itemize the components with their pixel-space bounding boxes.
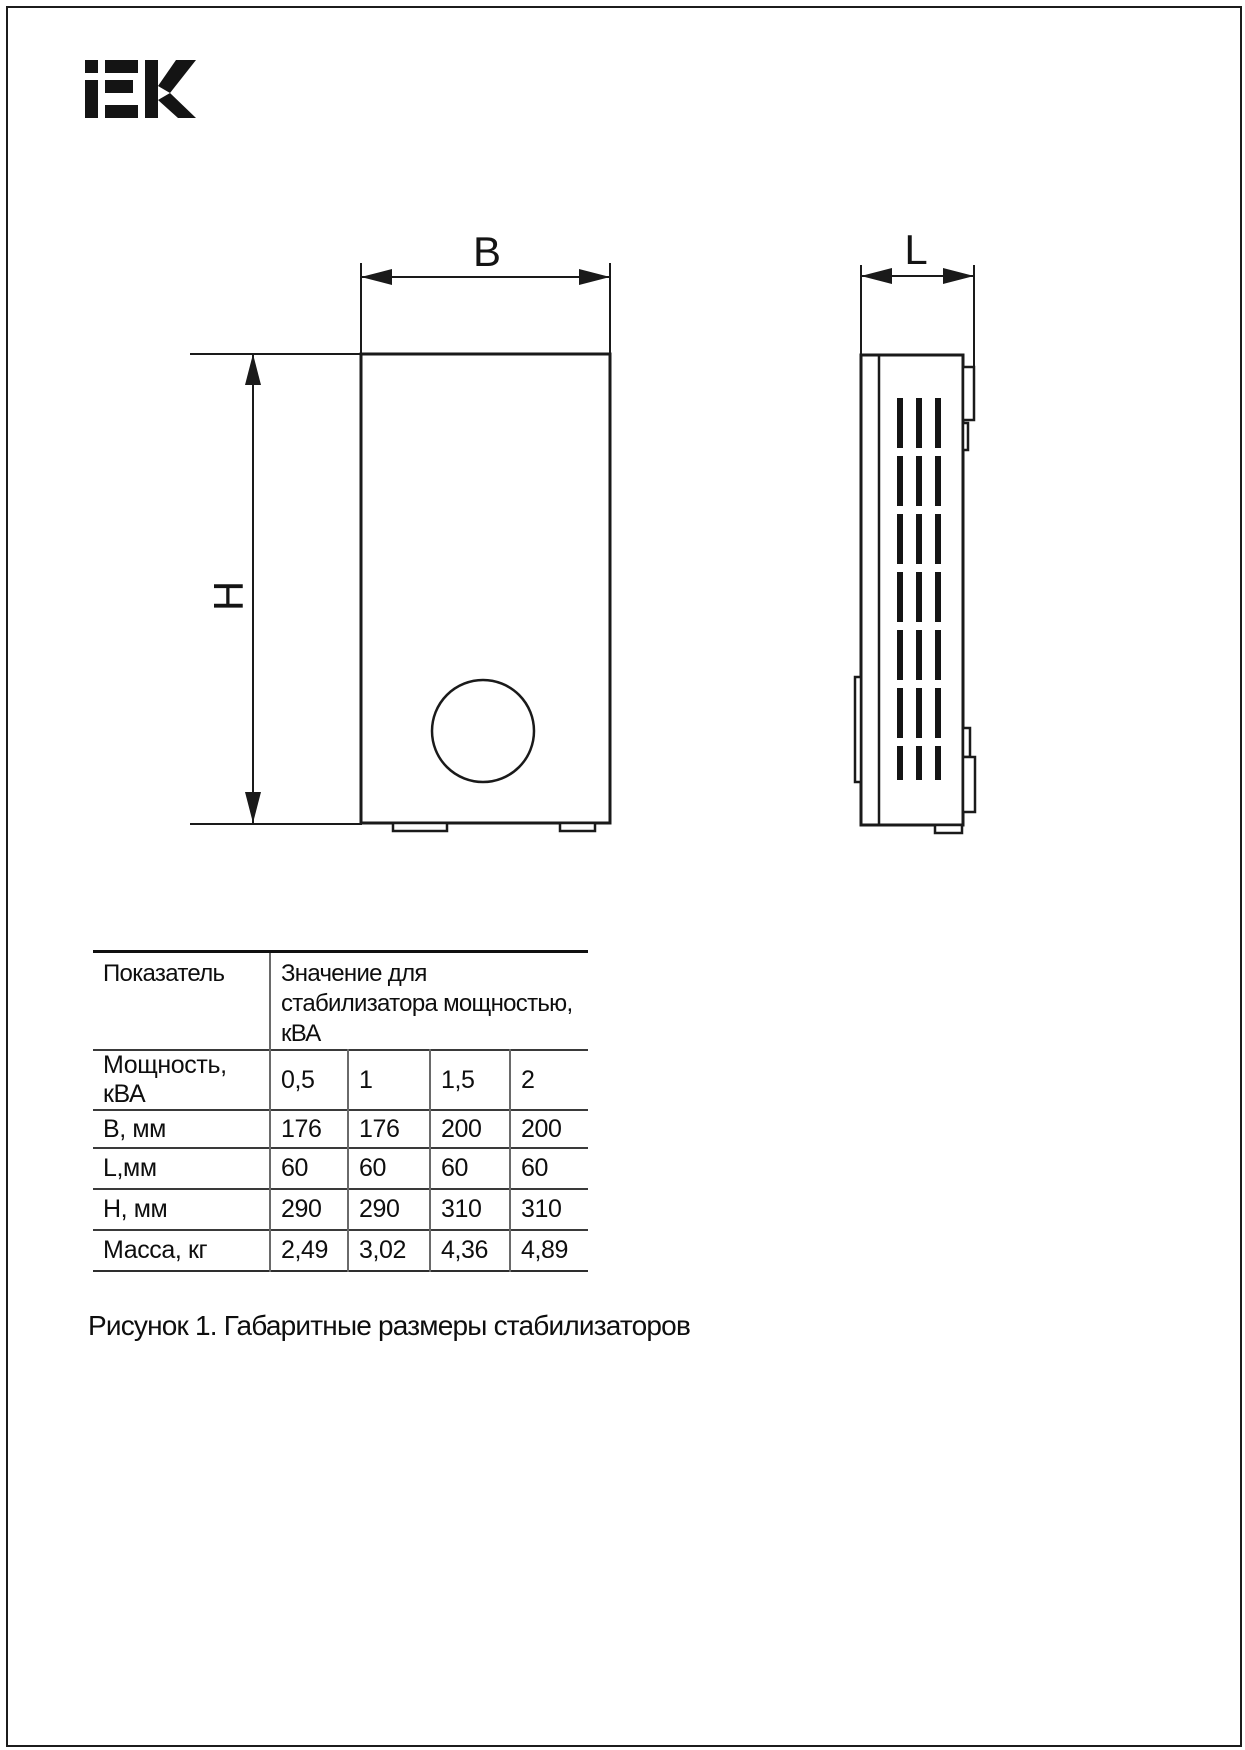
h-dimension-label: H bbox=[205, 580, 252, 612]
table-row bbox=[93, 1110, 588, 1148]
cell: 310 bbox=[430, 1189, 510, 1230]
cell: 4,36 bbox=[430, 1230, 510, 1271]
l-dimension-label: L bbox=[904, 226, 928, 273]
cell: 290 bbox=[348, 1189, 430, 1230]
front-view-outline bbox=[361, 354, 610, 823]
cell: 2 bbox=[510, 1050, 588, 1110]
cell: 310 bbox=[510, 1189, 588, 1230]
arrowhead-right-icon bbox=[579, 269, 610, 285]
cell: 2,49 bbox=[270, 1230, 348, 1271]
table-row bbox=[93, 1148, 588, 1189]
cell: 200 bbox=[430, 1110, 510, 1148]
arrowhead-down-icon bbox=[245, 792, 261, 823]
side-view bbox=[855, 265, 975, 833]
cell: 1 bbox=[348, 1050, 430, 1110]
vent-slots bbox=[900, 398, 938, 780]
row-label: Мощность, кВА bbox=[103, 1051, 227, 1108]
cell: 60 bbox=[348, 1148, 430, 1189]
cell: 176 bbox=[270, 1110, 348, 1148]
spec-table bbox=[93, 950, 588, 1272]
row-label: Масса, кг bbox=[103, 1236, 208, 1264]
side-view-tabs bbox=[855, 367, 975, 833]
cell: 1,5 bbox=[430, 1050, 510, 1110]
cell: 290 bbox=[270, 1189, 348, 1230]
cell: 0,5 bbox=[270, 1050, 348, 1110]
cell: 4,89 bbox=[510, 1230, 588, 1271]
arrowhead-left-icon bbox=[361, 269, 392, 285]
arrowhead-up-icon bbox=[245, 354, 261, 385]
row-label: L,мм bbox=[103, 1154, 157, 1182]
table-row bbox=[93, 1230, 588, 1271]
row-label: B, мм bbox=[103, 1114, 166, 1143]
table-header-row bbox=[93, 952, 588, 1051]
arrowhead-left-icon bbox=[861, 268, 892, 284]
arrowhead-right-icon bbox=[943, 268, 974, 284]
header-col1: Показатель bbox=[103, 960, 225, 987]
b-dimension-label: B bbox=[472, 228, 502, 275]
front-view bbox=[190, 263, 610, 831]
table-row bbox=[93, 1050, 588, 1110]
cell: 3,02 bbox=[348, 1230, 430, 1271]
cell: 60 bbox=[510, 1148, 588, 1189]
cell: 60 bbox=[430, 1148, 510, 1189]
front-view-knob-circle bbox=[432, 680, 534, 782]
cell: 60 bbox=[270, 1148, 348, 1189]
cell: 176 bbox=[348, 1110, 430, 1148]
table-row bbox=[93, 1189, 588, 1230]
row-label: H, мм bbox=[103, 1195, 168, 1223]
cell: 200 bbox=[510, 1110, 588, 1148]
side-view-outline bbox=[861, 355, 963, 825]
figure-caption: Рисунок 1. Габаритные размеры стабилизаторов bbox=[88, 1310, 691, 1341]
header-group: Значение для стабилизатора мощностью, кВА bbox=[270, 952, 588, 1051]
